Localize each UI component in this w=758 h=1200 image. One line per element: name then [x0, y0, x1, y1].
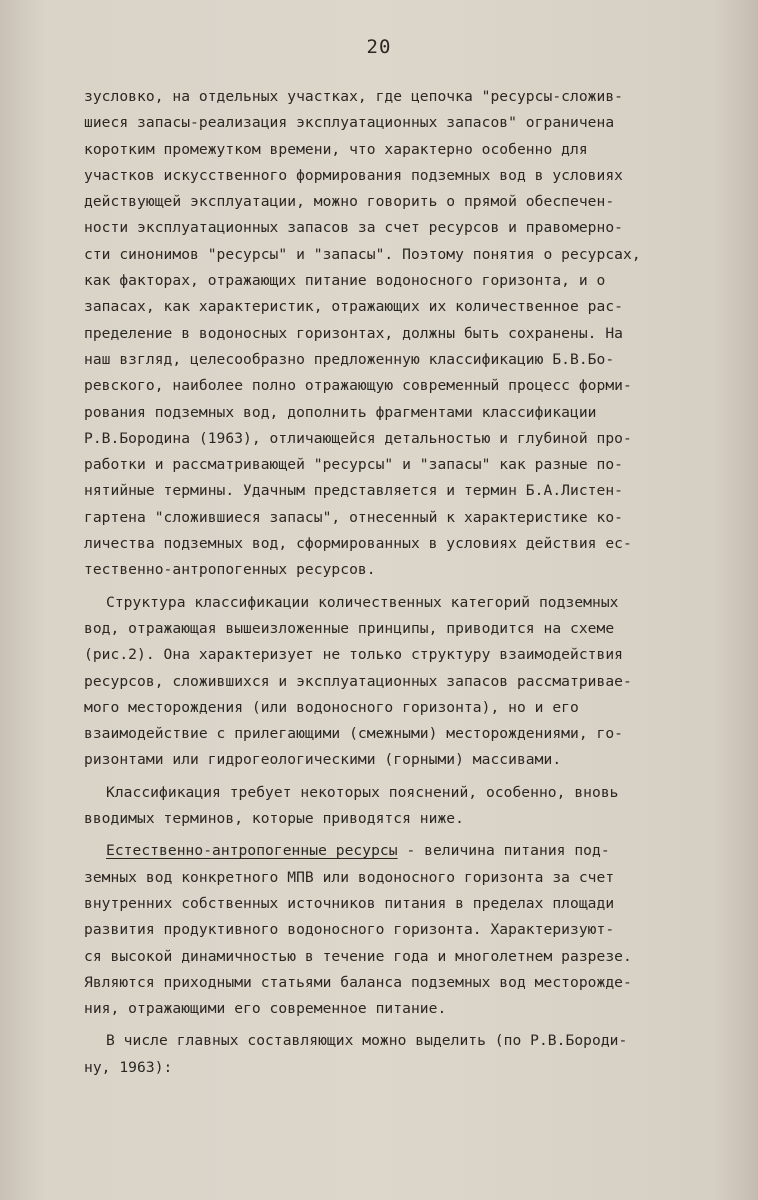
text-line: Являются приходными статьями баланса подземных вод месторожде-: [84, 973, 632, 991]
text-line: В числе главных составляющих можно выделить (по Р.В.Бороди-: [106, 1032, 628, 1050]
text-line: запасах, как характеристик, отражающих их количественное рас-: [84, 298, 624, 316]
body-text: [84, 84, 744, 1081]
text-line: внутренних собственных источников питания в пределах площади: [84, 894, 615, 912]
text-line: шиеся запасы-реализация эксплуатационных запасов" ограничена: [84, 114, 615, 132]
text-line: ности эксплуатационных запасов за счет ресурсов и правомерно-: [84, 219, 624, 237]
text-line: рования подземных вод, дополнить фрагментами классификации: [84, 403, 597, 421]
text-line: работки и рассматривающей "ресурсы" и "запасы" как разные по-: [84, 456, 624, 474]
page-number: 20: [366, 36, 392, 58]
text-line: участков искусственного формирования подземных вод в условиях: [84, 166, 624, 184]
text-line: развития продуктивного водоносного горизонта. Характеризуют-: [84, 921, 615, 939]
text-line: личества подземных вод, сформированных в условиях действия ес-: [84, 535, 632, 553]
text-line: ризонтами или гидрогеологическими (горными) массивами.: [84, 751, 562, 769]
text-line: ресурсов, сложившихся и эксплуатационных запасов рассматривае-: [84, 672, 632, 690]
text-line: зусловко, на отдельных участках, где цепочка "ресурсы-сложив-: [84, 88, 624, 105]
text-line: Классификация требует некоторых пояснений, особенно, вновь: [106, 783, 619, 801]
text-line: Структура классификации количественных категорий подземных: [106, 593, 619, 611]
text-line: сти синонимов "ресурсы" и "запасы". Поэтому понятия о ресурсах,: [84, 245, 641, 263]
text-line: ния, отражающими его современное питание.: [84, 1000, 447, 1018]
text-line: коротким промежутком времени, что характерно особенно для: [84, 140, 588, 158]
text-line: тественно-антропогенных ресурсов.: [84, 561, 376, 579]
text-line: вводимых терминов, которые приводятся ниже.: [84, 810, 464, 828]
text-line: ревского, наиболее полно отражающую современный процесс форми-: [84, 377, 632, 395]
text-line: ну, 1963):: [84, 1058, 173, 1076]
text-line: пределение в водоносных горизонтах, должны быть сохранены. На: [84, 324, 624, 342]
text-line: гартена "сложившиеся запасы", отнесенный к характеристике ко-: [84, 508, 624, 526]
text-line: наш взгляд, целесообразно предложенную классификацию Б.В.Бо-: [84, 350, 615, 368]
text-line: взаимодействие с прилегающими (смежными) месторождениями, го-: [84, 725, 624, 743]
text-line: действующей эксплуатации, можно говорить о прямой обеспечен-: [84, 193, 615, 211]
text-line-rest: - величина питания под-: [406, 842, 610, 860]
text-line: земных вод конкретного МПВ или водоносного горизонта за счет: [84, 868, 615, 886]
underlined-term: Естественно-антропогенные ресурсы: [106, 842, 398, 860]
text-line: (рис.2). Она характеризует не только структуру взаимодействия: [84, 646, 624, 664]
text-line: Р.В.Бородина (1963), отличающейся детальностью и глубиной про-: [84, 429, 632, 447]
text-line: вод, отражающая вышеизложенные принципы, приводится на схеме: [84, 619, 615, 637]
text-line: как факторах, отражающих питание водоносного горизонта, и о: [84, 272, 606, 290]
text-line: [84, 838, 744, 864]
text-line: мого месторождения (или водоносного горизонта), но и его: [84, 698, 579, 716]
text-line: нятийные термины. Удачным представляется и термин Б.А.Листен-: [84, 482, 624, 500]
text-line: ся высокой динамичностью в течение года и многолетнем разрезе.: [84, 947, 632, 965]
